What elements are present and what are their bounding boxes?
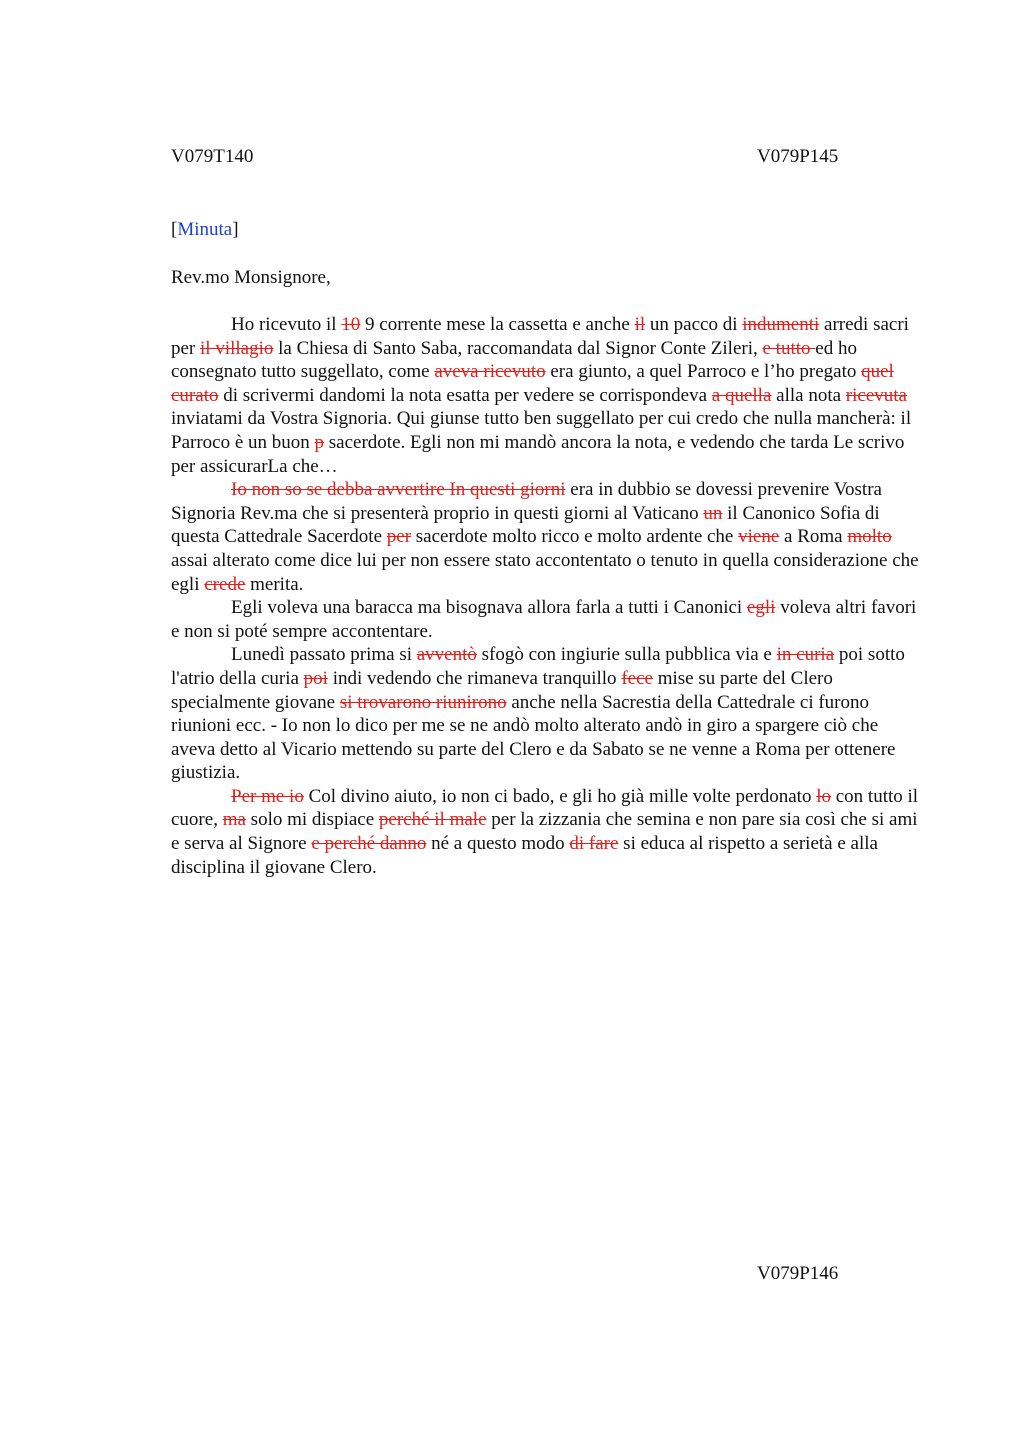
text-segment: poi sotto l'atrio della curia: [171, 644, 905, 689]
text-segment: sacerdote. Egli non mi mandò ancora la nota, e vedendo che tarda Le scrivo per assicurarLa che…: [171, 431, 905, 477]
text-segment: ed ho consegnato tutto suggellato, come: [171, 337, 857, 383]
label-text: Minuta: [177, 219, 233, 240]
text-segment: indi vedendo che rimaneva tranquillo: [327, 667, 622, 689]
deleted-text: Io non so se debba avvertire In questi giorni: [231, 479, 566, 501]
text-segment: era in dubbio se dovessi prevenire Vostra Signoria Rev.ma che si presenterà proprio in questi giorni al Vaticano: [171, 479, 882, 524]
deleted-text: egli: [746, 597, 776, 619]
archive-code-left: V079T140: [171, 146, 254, 167]
text-segment: 9 corrente mese la cassetta e anche: [360, 314, 635, 335]
archive-code-right: V079P145: [757, 146, 839, 167]
archive-code-footer: V079P146: [757, 1263, 839, 1284]
paragraph: [171, 313, 927, 478]
deleted-text: di fare: [569, 833, 619, 855]
text-segment: la Chiesa di Santo Saba, raccomandata dal Signor Conte Zileri,: [273, 337, 763, 359]
text-segment: sacerdote molto ricco e molto ardente che: [411, 526, 739, 548]
text-segment: il Canonico Sofia di questa Cattedrale Sacerdote: [171, 502, 880, 548]
deleted-text: viene: [738, 526, 780, 548]
text-segment: né a questo modo: [426, 833, 570, 855]
text-segment: era giunto, a quel Parroco e l’ho pregato: [545, 361, 862, 383]
paragraph: [171, 643, 927, 785]
text-segment: sfogò con ingiurie sulla pubblica via e: [476, 644, 777, 666]
text-segment: per la zizzania che semina e non pare sia così che si ami e serva al Signore: [171, 809, 918, 855]
deleted-text: e perché danno: [311, 833, 427, 855]
deleted-text: Per me io: [231, 785, 304, 807]
text-segment: un pacco di: [645, 314, 743, 335]
deleted-text: fece: [621, 667, 653, 689]
text-segment: Lunedì passato prima si: [231, 644, 417, 666]
deleted-text: si trovarono riunirono: [339, 691, 507, 713]
deleted-text: ma: [222, 809, 246, 831]
deleted-text: aveva ricevuto: [434, 361, 546, 383]
text-segment: alla nota: [771, 384, 846, 406]
deleted-text: il: [634, 314, 646, 335]
text-segment: di scrivermi dandomi la nota esatta per vedere se corrispondeva: [218, 384, 712, 406]
text-segment: mise su parte del Clero specialmente giovane: [171, 667, 833, 713]
text-segment: Ho ricevuto il: [231, 314, 342, 335]
deleted-text: il villagio: [200, 337, 274, 359]
text-segment: solo mi dispiace: [245, 809, 379, 831]
letter-body: [171, 313, 927, 879]
document-type-label: [171, 219, 239, 241]
deleted-text: ricevuta: [845, 384, 907, 406]
text-segment: arredi sacri per: [171, 314, 909, 359]
paragraph: [171, 596, 927, 643]
deleted-text: lo: [816, 785, 831, 807]
text-segment: a Roma: [779, 526, 848, 548]
text-segment: si educa al rispetto a serietà e alla disciplina il giovane Clero.: [171, 833, 878, 878]
text-segment: con tutto il cuore,: [171, 785, 919, 831]
deleted-text: molto: [847, 526, 892, 548]
deleted-text: e tutto: [762, 337, 816, 359]
label-close-bracket: ]: [232, 219, 239, 240]
deleted-text: in curia: [776, 644, 835, 666]
paragraph: [171, 785, 927, 879]
deleted-text: perché il male: [378, 809, 487, 831]
label-open-bracket: [: [171, 219, 178, 240]
deleted-text: avventò: [416, 644, 477, 666]
text-segment: merita.: [245, 573, 304, 595]
paragraph: [171, 478, 927, 596]
deleted-text: p: [314, 431, 325, 453]
text-segment: voleva altri favori e non si poté sempre accontentare.: [171, 597, 917, 642]
deleted-text: indumenti: [742, 314, 820, 335]
text-segment: Egli voleva una baracca ma bisognava allora farla a tutti i Canonici: [231, 597, 747, 619]
deleted-text: per: [386, 526, 412, 548]
text-segment: assai alterato come dice lui per non essere stato accontentato o tenuto in quella considerazione che egli: [171, 549, 919, 595]
salutation: Rev.mo Monsignore,: [171, 267, 331, 288]
deleted-text: un: [703, 502, 723, 524]
text-segment: anche nella Sacrestia della Cattedrale ci furono riunioni ecc. - Io non lo dico per me se ne andò molto alterato andò in giro a spargere ciò che aveva detto al Vicario mettendo su parte del Clero e da Sabato se ne venne a Roma per ottenere giustizia.: [171, 691, 896, 784]
deleted-text: crede: [204, 573, 246, 595]
deleted-text: poi: [303, 667, 328, 689]
text-segment: Col divino aiuto, io non ci bado, e gli ho già mille volte perdonato: [303, 785, 817, 807]
text-segment: inviatami da Vostra Signoria. Qui giunse tutto ben suggellato per cui credo che nulla mancherà: il Parroco è un buon: [171, 408, 912, 453]
deleted-text: 10: [341, 314, 361, 335]
deleted-text: quel curato: [171, 361, 894, 406]
deleted-text: a quella: [711, 384, 772, 406]
